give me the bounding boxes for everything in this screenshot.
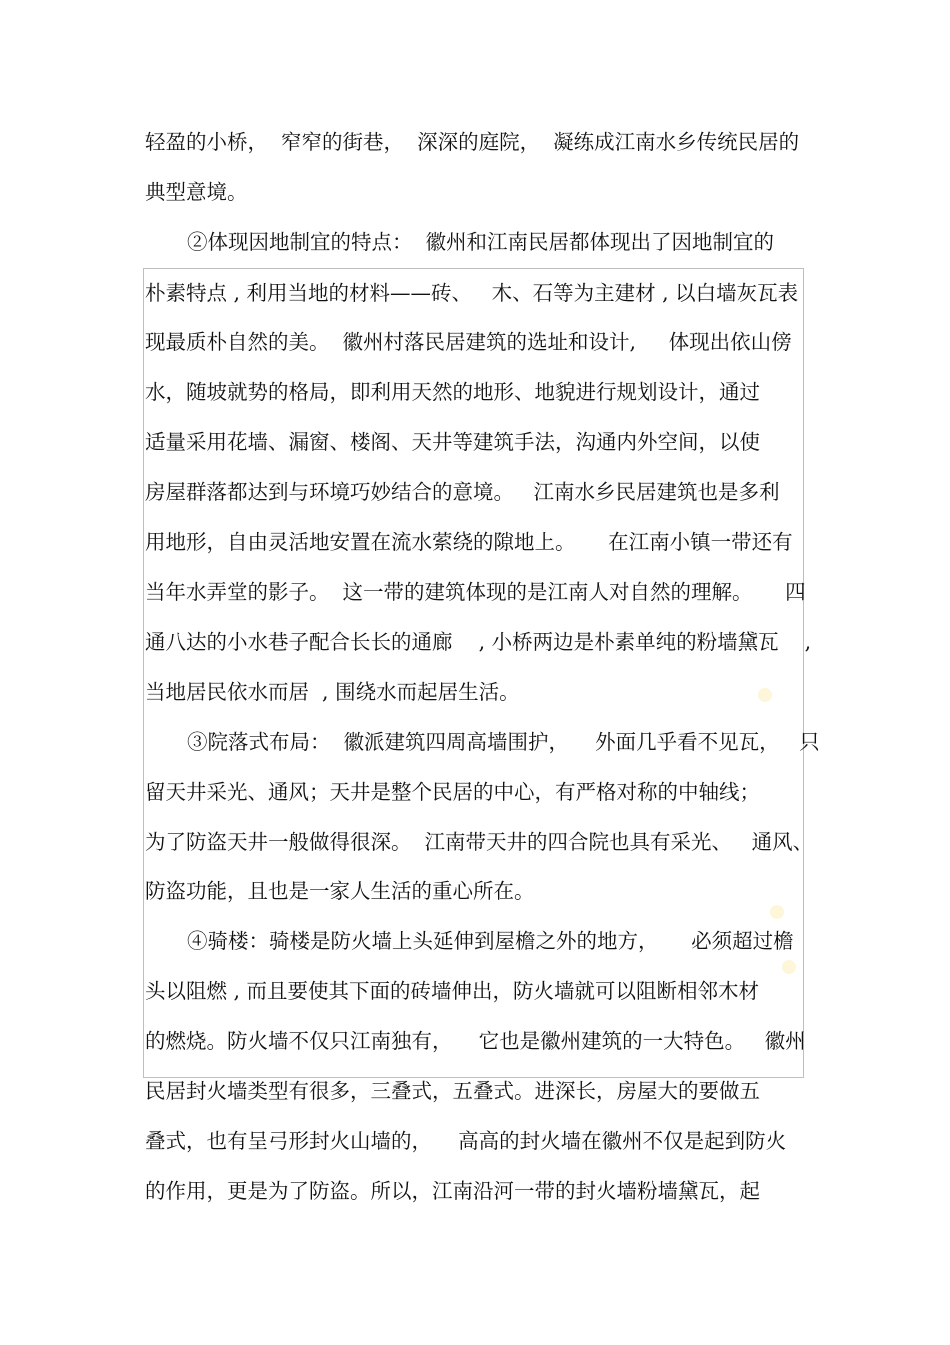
watermark-dot (758, 688, 772, 702)
text-line: 朴素特点 , 利用当地的材料——砖、 木、石等为主建材 , 以白墙灰瓦表 (145, 281, 799, 305)
text-line: 当地居民依水而居 , 围绕水而起居生活。 (145, 680, 520, 704)
text-line: 的作用，更是为了防盗。所以，江南沿河一带的封火墙粉墙黛瓦，起 (145, 1179, 760, 1203)
text-line: 当年水弄堂的影子。 这一带的建筑体现的是江南人对自然的理解。 四 (145, 580, 806, 604)
watermark-dot (782, 960, 796, 974)
paragraph-heading-4: ④骑楼：骑楼是防火墙上头延伸到屋檐之外的地方， 必须超过檐 (187, 929, 794, 953)
text-line: 的燃烧。防火墙不仅只江南独有， 它也是徽州建筑的一大特色。 徽州 (145, 1029, 806, 1053)
text-line: 通八达的小水巷子配合长长的通廊 , 小桥两边是朴素单纯的粉墙黛瓦 , (145, 630, 812, 654)
text-line: 房屋群落都达到与环境巧妙结合的意境。 江南水乡民居建筑也是多利 (145, 480, 780, 504)
text-line: 用地形，自由灵活地安置在流水萦绕的隙地上。 在江南小镇一带还有 (145, 530, 793, 554)
text-line: 头以阻燃 , 而且要使其下面的砖墙伸出，防火墙就可以阻断相邻木材 (145, 979, 760, 1003)
text-line: 水，随坡就势的格局，即利用天然的地形、地貌进行规划设计，通过 (145, 380, 760, 404)
text-line: 叠式，也有呈弓形封火山墙的， 高高的封火墙在徽州不仅是起到防火 (145, 1129, 787, 1153)
text-line: 民居封火墙类型有很多，三叠式，五叠式。进深长，房屋大的要做五 (145, 1079, 760, 1103)
text-line: 防盗功能，且也是一家人生活的重心所在。 (145, 879, 535, 903)
text-line: 轻盈的小桥， 窄窄的街巷， 深深的庭院， 凝练成江南水乡传统民居的 (145, 130, 800, 154)
text-line: 留天井采光、通风；天井是整个民居的中心，有严格对称的中轴线； (145, 780, 760, 804)
watermark-dot (770, 905, 784, 919)
paragraph-heading-2: ②体现因地制宜的特点： 徽州和江南民居都体现出了因地制宜的 (187, 230, 775, 254)
paragraph-heading-3: ③院落式布局： 徽派建筑四周高墙围护， 外面几乎看不见瓦， 只 (187, 730, 820, 754)
text-line: 现最质朴自然的美。 徽州村落民居建筑的选址和设计, 体现出依山傍 (145, 330, 792, 354)
text-line: 为了防盗天井一般做得很深。 江南带天井的四合院也具有采光、 通风、 (145, 830, 814, 854)
text-line: 典型意境。 (145, 180, 248, 204)
text-line: 适量采用花墙、漏窗、楼阁、天井等建筑手法，沟通内外空间，以使 (145, 430, 760, 454)
